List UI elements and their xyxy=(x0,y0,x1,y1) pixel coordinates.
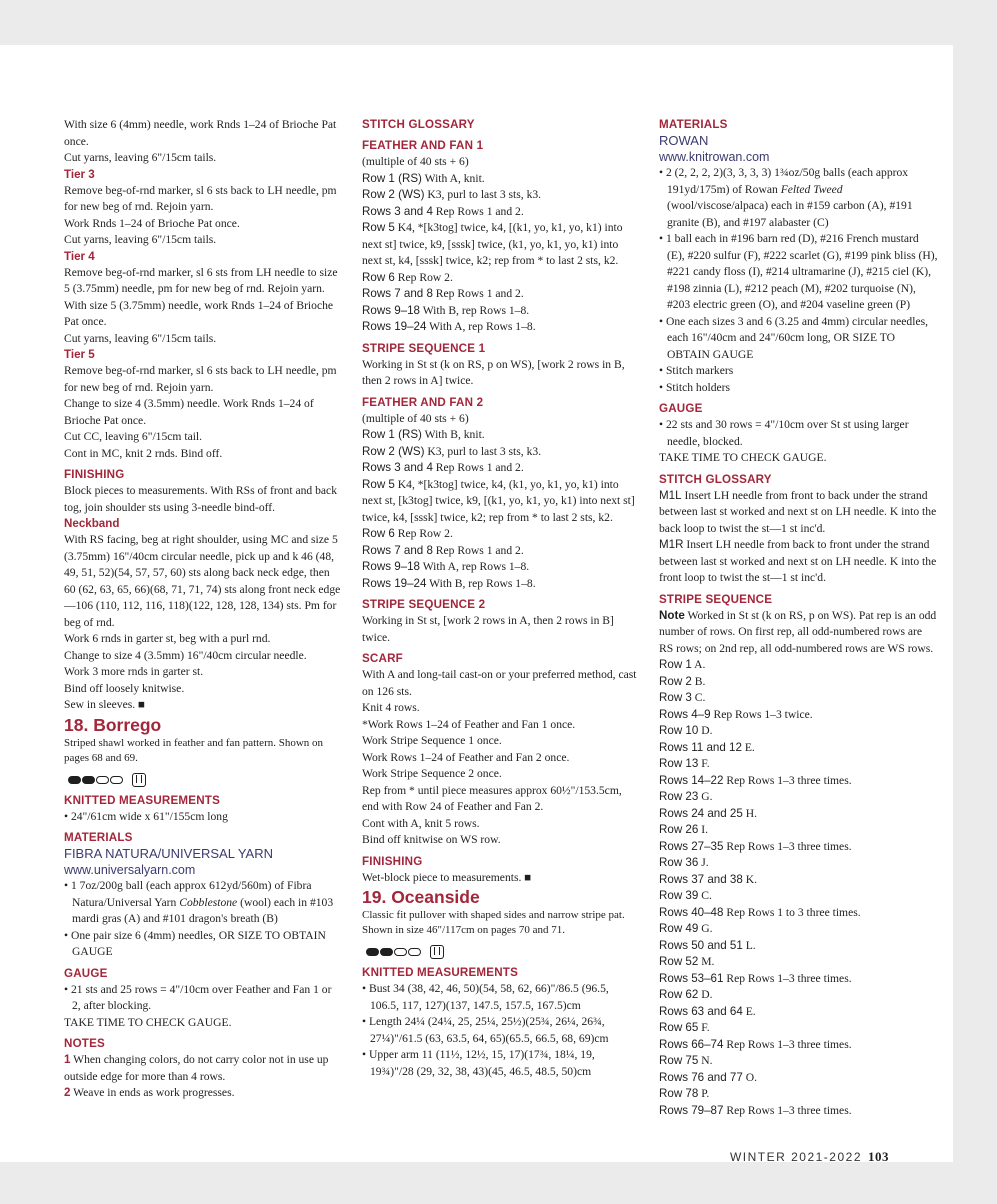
text: Insert LH needle from front to back under the strand between last st worked and next st on LH needle. K into the back loop to twist the st—1 st inc'd. xyxy=(659,488,937,535)
row-label: Rows 4–9 xyxy=(659,707,711,721)
list-item: • 21 sts and 25 rows = 4"/10cm over Feather and Fan 1 or 2, after blocking. xyxy=(64,982,332,1012)
row-label: Row 26 xyxy=(659,823,699,836)
row-instruction xyxy=(362,444,637,461)
text: Bind off loosely knitwise. xyxy=(64,681,185,695)
row-label: Row 13 xyxy=(659,757,699,770)
column-2 xyxy=(362,117,637,1080)
row-label: Row 23 xyxy=(659,790,699,803)
row-label: Row 5 xyxy=(362,221,395,234)
stripe-row xyxy=(659,1053,939,1070)
pattern-description: Classic fit pullover with shaped sides and narrow stripe pat. Shown in size 46"/117cm on pages 70 and 71. xyxy=(362,909,625,936)
row-color: J. xyxy=(698,856,709,869)
text: • 24"/61cm wide x 61"/155cm long xyxy=(64,809,228,823)
text: • 2 (2, 2, 2, 2)(3, 3, 3, 3) 1¾oz/50g balls (each approx 191yd/175m) of Rowan xyxy=(659,166,909,196)
list-item: • 22 sts and 30 rows = 4"/10cm over St st using larger needle, blocked. xyxy=(659,418,909,448)
stripe-row xyxy=(659,674,939,691)
text: Work Stripe Sequence 2 once. xyxy=(362,767,502,780)
row-color: D. xyxy=(698,988,713,1001)
note-number: 1 xyxy=(64,1053,71,1066)
stripe-row xyxy=(659,1037,939,1054)
text: With size 5 (3.75mm) needle, work Rnds 1–24 of Brioche Pat once. xyxy=(64,298,334,328)
skill-dot-filled-icon xyxy=(366,948,379,956)
row-label: Rows 63 and 64 xyxy=(659,1004,743,1018)
row-label: Rows 27–35 xyxy=(659,839,724,853)
row-color: O. xyxy=(742,1070,757,1084)
row-label: Row 52 xyxy=(659,955,699,968)
text: Working in St st, [work 2 rows in A, then 2 rows in B] twice. xyxy=(362,614,614,644)
text: With B, knit. xyxy=(421,428,485,441)
text: Change to size 4 (3.5mm) 16"/40cm circular needle. xyxy=(64,648,307,662)
section-heading: STRIPE SEQUENCE 2 xyxy=(362,598,486,611)
pattern-description: Striped shawl worked in feather and fan pattern. Shown on pages 68 and 69. xyxy=(64,736,324,764)
text: Rep Row 2. xyxy=(394,527,453,540)
row-label: Rows 3 and 4 xyxy=(362,204,433,218)
section-heading: NOTES xyxy=(64,1037,105,1050)
row-color: Rep Rows 1–3 three times. xyxy=(723,839,852,853)
row-label: Row 3 xyxy=(659,691,692,704)
row-color: F. xyxy=(698,1021,710,1034)
row-color: N. xyxy=(698,1054,713,1067)
section-heading: MATERIALS xyxy=(64,831,133,844)
row-color: G. xyxy=(698,922,713,935)
row-label: Rows 19–24 xyxy=(362,576,427,590)
gauge-list xyxy=(64,982,341,1015)
stripe-row xyxy=(659,657,939,674)
column-3 xyxy=(659,117,939,1119)
row-instruction xyxy=(362,220,637,270)
stripe-row xyxy=(659,789,939,806)
yarn-weight-icon xyxy=(132,773,146,787)
skill-level-indicator xyxy=(68,771,341,789)
row-instruction xyxy=(362,576,637,593)
stripe-row xyxy=(659,1070,939,1087)
stripe-row xyxy=(659,806,939,823)
stripe-row xyxy=(659,1004,939,1021)
row-label: Row 39 xyxy=(659,889,699,902)
skill-dot-empty-icon xyxy=(408,948,421,956)
yarn-name: Cobblestone xyxy=(179,895,238,909)
list-item: • Bust 34 (38, 42, 46, 50)(54, 58, 62, 66)"/86.5 (96.5, 106.5, 117, 127)(137, 147.5, 157.5, 167.5)cm xyxy=(362,982,609,1012)
text: Cut yarns, leaving 6"/15cm tails. xyxy=(64,151,217,164)
row-instruction xyxy=(362,543,637,560)
row-color: Rep Rows 1–3 twice. xyxy=(710,707,813,721)
row-instruction xyxy=(362,319,637,336)
stripe-row xyxy=(659,740,939,757)
text: With B, rep Rows 1–8. xyxy=(426,576,536,590)
yarn-vendor: FIBRA NATURA/UNIVERSAL YARN xyxy=(64,846,274,861)
text: Remove beg-of-rnd marker, sl 6 sts from LH needle to size 5 (3.75mm) needle, pm for new beg of rnd. Rejoin yarn. xyxy=(64,265,338,295)
row-instruction xyxy=(362,303,637,320)
section-heading: GAUGE xyxy=(64,966,108,980)
row-label: Rows 53–61 xyxy=(659,971,724,985)
list-item: • 1 ball each in #196 barn red (D), #216 French mustard (E), #220 sulfur (F), #222 scarlet (G), #199 pink bliss (H), #221 candy floss (I), #214 ultramarine (J), #215 ciel (K), #198 zinnia (L), #212 peach (M), #202 turquoise (N), #203 electric green (O), and #204 vaseline green (P) xyxy=(659,232,938,311)
stripe-row xyxy=(659,1103,939,1120)
text: (wool) each in #103 mardi gras (A) and #101 dragon's breath (B) xyxy=(72,895,334,925)
subheading: Tier 3 xyxy=(64,167,95,181)
section-heading: FEATHER AND FAN 2 xyxy=(362,395,484,409)
skill-dot-filled-icon xyxy=(68,776,81,784)
stripe-row xyxy=(659,938,939,955)
text: Remove beg-of-rnd marker, sl 6 sts back to LH needle, pm for new beg of rnd. Rejoin yarn. xyxy=(64,183,337,213)
row-color: Rep Rows 1 to 3 three times. xyxy=(723,905,861,919)
section-heading: GAUGE xyxy=(659,402,703,415)
vendor-url[interactable]: www.knitrowan.com xyxy=(659,150,770,164)
materials-list xyxy=(659,165,939,396)
text: Cont with A, knit 5 rows. xyxy=(362,816,480,830)
stripe-row xyxy=(659,987,939,1004)
skill-dots xyxy=(366,948,422,956)
row-instruction xyxy=(362,427,637,444)
text: Rep Row 2. xyxy=(394,270,453,284)
yarn-name: Felted Tweed xyxy=(780,182,843,196)
text: Cut yarns, leaving 6"/15cm tails. xyxy=(64,331,217,345)
row-color: K. xyxy=(742,872,757,886)
text: • 1 7oz/200g ball (each approx 612yd/560m) of Fibra Natura/Universal Yarn xyxy=(64,879,312,909)
stripe-row xyxy=(659,971,939,988)
skill-dots xyxy=(68,776,124,784)
stripe-row xyxy=(659,756,939,773)
text: (multiple of 40 sts + 6) xyxy=(362,411,469,425)
text: With size 6 (4mm) needle, work Rnds 1–24 of Brioche Pat once. xyxy=(64,118,337,148)
text: Rep Rows 1 and 2. xyxy=(432,461,524,474)
section-heading: STITCH GLOSSARY xyxy=(362,118,475,131)
row-label: Rows 79–87 xyxy=(659,1103,724,1117)
vendor-url[interactable]: www.universalyarn.com xyxy=(64,863,196,877)
stripe-row xyxy=(659,822,939,839)
subheading: Neckband xyxy=(64,517,120,530)
row-color: D. xyxy=(698,724,713,737)
stripe-row xyxy=(659,773,939,790)
row-color: C. xyxy=(691,691,706,704)
row-color: B. xyxy=(691,674,706,688)
row-label: Row 6 xyxy=(362,270,395,284)
text: Work 3 more rnds in garter st. xyxy=(64,665,204,678)
section-heading: MATERIALS xyxy=(659,118,728,131)
text: Cut yarns, leaving 6"/15cm tails. xyxy=(64,233,217,246)
text: With A, knit. xyxy=(421,171,485,185)
row-label: Row 2 (WS) xyxy=(362,188,425,201)
row-instruction xyxy=(362,286,637,303)
row-label: Rows 76 and 77 xyxy=(659,1070,743,1084)
row-color: C. xyxy=(698,889,712,902)
row-label: Row 78 xyxy=(659,1087,699,1100)
list-item: • One pair size 6 (4mm) needles, OR SIZE TO OBTAIN GAUGE xyxy=(64,928,326,958)
text: With A, rep Rows 1–8. xyxy=(420,560,530,573)
row-label: Row 65 xyxy=(659,1021,699,1034)
row-label: Rows 40–48 xyxy=(659,905,724,919)
section-heading: SCARF xyxy=(362,652,403,665)
row-color: F. xyxy=(698,757,710,770)
section-heading: FINISHING xyxy=(362,854,423,868)
row-label: Rows 9–18 xyxy=(362,303,421,317)
text: With B, rep Rows 1–8. xyxy=(420,303,530,317)
row-instruction xyxy=(362,187,637,204)
stripe-rows-list xyxy=(659,657,939,1119)
glossary-entry xyxy=(659,537,939,587)
stripe-row xyxy=(659,905,939,922)
text: Rep Rows 1 and 2. xyxy=(432,204,524,218)
subheading: Tier 4 xyxy=(64,249,95,263)
stripe-row xyxy=(659,839,939,856)
stripe-row xyxy=(659,855,939,872)
row-label: Rows 7 and 8 xyxy=(362,543,433,557)
row-color: G. xyxy=(698,790,713,803)
materials-list xyxy=(64,878,341,961)
text: With A and long-tail cast-on or your preferred method, cast on 126 sts. xyxy=(362,668,637,698)
issue-label: WINTER 2021-2022 xyxy=(729,1150,862,1164)
note xyxy=(64,1052,341,1085)
list-item xyxy=(64,878,341,928)
text: Worked in St st (k on RS, p on WS). Pat rep is an odd number of rows. On first rep, all odd-numbered rows are RS rows; on 2nd rep, all odd-numbered rows are WS rows. xyxy=(659,608,937,655)
row-color: L. xyxy=(742,938,756,952)
row-instruction xyxy=(362,477,637,527)
pattern-title: 18. Borrego xyxy=(64,714,162,735)
note-label: Note xyxy=(659,608,685,622)
section-heading: STITCH GLOSSARY xyxy=(659,472,772,486)
text: K3, purl to last 3 sts, k3. xyxy=(424,444,542,458)
text: Cont in MC, knit 2 rnds. Bind off. xyxy=(64,446,223,460)
stripe-row xyxy=(659,690,939,707)
skill-dot-empty-icon xyxy=(110,776,123,784)
row-color: E. xyxy=(742,1004,756,1018)
list-item: • Length 24¼ (24¼, 25, 25¼, 25½)(25¾, 26¼, 26¾, 27¼)"/61.5 (63, 63.5, 64, 65)(65.5, 66.5, 68, 69)cm xyxy=(362,1015,609,1045)
note-number: 2 xyxy=(64,1086,71,1099)
text: K4, *[k3tog] twice, k4, [(k1, yo, k1, yo, k1) into next st] twice, k9, [sssk] twice, (k1, yo, k1, yo, k1) into next st, k4, [sssk] twice, k2; rep from * to last 2 sts, k2. xyxy=(362,221,623,267)
text: Block pieces to measurements. With RSs of front and back tog, join shoulder sts using 3-needle bind-off. xyxy=(64,484,338,514)
skill-dot-empty-icon xyxy=(394,948,407,956)
text: (multiple of 40 sts + 6) xyxy=(362,155,469,168)
text: Rep from * until piece measures approx 60½"/153.5cm, end with Row 24 of Feather and Fan 2. xyxy=(362,783,622,813)
text: Rep Rows 1 and 2. xyxy=(432,287,524,300)
skill-level-indicator xyxy=(366,943,637,961)
skill-dot-filled-icon xyxy=(380,948,393,956)
text: TAKE TIME TO CHECK GAUGE. xyxy=(659,451,827,464)
section-heading: FINISHING xyxy=(64,468,125,481)
column-1 xyxy=(64,117,341,1102)
text: Sew in sleeves. ■ xyxy=(64,698,146,711)
row-label: Row 36 xyxy=(659,856,699,869)
section-heading: FEATHER AND FAN 1 xyxy=(362,139,484,152)
text: Working in St st (k on RS, p on WS), [work 2 rows in B, then 2 rows in A] twice. xyxy=(362,357,625,387)
row-color: Rep Rows 1–3 three times. xyxy=(723,971,852,985)
row-color: Rep Rows 1–3 three times. xyxy=(723,1103,852,1117)
stripe-row xyxy=(659,872,939,889)
skill-dot-filled-icon xyxy=(82,776,95,784)
section-heading: STRIPE SEQUENCE 1 xyxy=(362,341,486,355)
list-item: • One each sizes 3 and 6 (3.25 and 4mm) circular needles, each 16"/40cm and 24"/60cm long, OR SIZE TO OBTAIN GAUGE xyxy=(659,314,929,361)
list-item: • Upper arm 11 (11½, 12½, 15, 17)(17¾, 18¼, 19, 19¾)"/28 (29, 32, 38, 43)(45, 46.5, 48.5, 50)cm xyxy=(362,1048,595,1078)
stripe-row xyxy=(659,723,939,740)
row-instruction xyxy=(362,526,637,543)
text: Work 6 rnds in garter st, beg with a purl rnd. xyxy=(64,632,271,645)
text: Insert LH needle from back to front under the strand between last st worked and next st on LH needle. K into the front loop to twist the st—1 st inc'd. xyxy=(659,538,937,584)
row-label: Rows 19–24 xyxy=(362,320,427,333)
row-instruction xyxy=(362,460,637,477)
row-color: H. xyxy=(742,806,757,820)
list-item xyxy=(659,165,939,231)
gauge-list xyxy=(659,417,939,450)
page-number: 103 xyxy=(868,1149,889,1164)
row-label: Row 62 xyxy=(659,988,699,1001)
pattern-title: 19. Oceanside xyxy=(362,887,480,907)
text: With RS facing, beg at right shoulder, using MC and size 5 (3.75mm) 16"/40cm circular needle, pick up and k 46 (48, 49, 51, 52)(54, 57, 57, 60) sts along back neck edge, then 60 (62, 63, 65, 66)(68, 71, 71, 74) sts along front neck edge—106 (110, 112, 116, 118)(122, 128, 128, 134) sts. Pm for beg of rnd. xyxy=(64,533,341,629)
stripe-row xyxy=(659,954,939,971)
text: When changing colors, do not carry color not in use up outside edge for more than 4 rows. xyxy=(64,1053,329,1083)
row-label: Rows 50 and 51 xyxy=(659,938,743,952)
text: Change to size 4 (3.5mm) needle. Work Rnds 1–24 of Brioche Pat once. xyxy=(64,397,314,427)
note xyxy=(659,608,939,658)
text: Cut CC, leaving 6"/15cm tail. xyxy=(64,430,203,443)
stripe-row xyxy=(659,888,939,905)
text: Knit 4 rows. xyxy=(362,701,420,714)
row-color: I. xyxy=(698,823,708,836)
text: Remove beg-of-rnd marker, sl 6 sts back to LH needle, pm for new beg of rnd. Rejoin yarn. xyxy=(64,364,337,394)
text: TAKE TIME TO CHECK GAUGE. xyxy=(64,1015,232,1029)
section-heading: KNITTED MEASUREMENTS xyxy=(64,793,221,807)
section-heading: KNITTED MEASUREMENTS xyxy=(362,966,519,979)
row-label: Row 1 (RS) xyxy=(362,428,422,441)
stripe-row xyxy=(659,707,939,724)
stripe-row xyxy=(659,1086,939,1103)
text: Weave in ends as work progresses. xyxy=(70,1086,235,1099)
list-item: • Stitch holders xyxy=(659,380,731,394)
yarn-vendor: ROWAN xyxy=(659,133,709,148)
skill-dot-empty-icon xyxy=(96,776,109,784)
row-label: Rows 9–18 xyxy=(362,560,421,573)
row-label: Row 49 xyxy=(659,922,699,935)
row-label: Rows 37 and 38 xyxy=(659,872,743,886)
row-label: Rows 66–74 xyxy=(659,1037,724,1051)
measurements-list xyxy=(362,981,637,1080)
row-label: Row 6 xyxy=(362,527,395,540)
row-color: E. xyxy=(741,740,755,754)
row-label: Rows 11 and 12 xyxy=(659,740,742,754)
text: Work Rnds 1–24 of Brioche Pat once. xyxy=(64,216,240,230)
row-label: Row 10 xyxy=(659,724,699,737)
row-color: Rep Rows 1–3 three times. xyxy=(723,773,852,787)
row-instruction xyxy=(362,559,637,576)
section-heading: STRIPE SEQUENCE xyxy=(659,592,773,606)
text: Work Rows 1–24 of Feather and Fan 2 once. xyxy=(362,750,570,764)
text: Bind off knitwise on WS row. xyxy=(362,833,501,846)
text: Wet-block piece to measurements. ■ xyxy=(362,870,532,884)
row-instruction xyxy=(362,204,637,221)
text: K4, *[k3tog] twice, k4, (k1, yo, k1, yo, k1) into next st, [k3tog] twice, k9, [(k1, yo, k1, yo, k1) into next st] twice, k4, [sssk] twice, k2; rep from * to last 2 sts, k2. xyxy=(362,477,635,524)
glossary-entry xyxy=(659,488,939,538)
stripe-row xyxy=(659,1020,939,1037)
page-footer xyxy=(730,1149,889,1165)
text: Rep Rows 1 and 2. xyxy=(432,543,524,557)
yarn-weight-icon xyxy=(430,945,444,959)
text: K3, purl to last 3 sts, k3. xyxy=(424,188,542,201)
stripe-row xyxy=(659,921,939,938)
text: (wool/viscose/alpaca) each in #159 carbon (A), #191 granite (B), and #197 alabaster (C) xyxy=(667,199,913,229)
subheading: Tier 5 xyxy=(64,348,95,361)
row-label: Row 1 xyxy=(659,658,692,671)
row-instruction xyxy=(362,171,637,188)
glossary-term: M1R xyxy=(659,538,684,551)
row-label: Rows 3 and 4 xyxy=(362,461,433,474)
row-label: Row 5 xyxy=(362,477,395,491)
row-label: Rows 7 and 8 xyxy=(362,287,433,300)
row-label: Row 2 xyxy=(659,674,692,688)
row-color: A. xyxy=(691,658,706,671)
note xyxy=(64,1085,341,1102)
row-label: Rows 14–22 xyxy=(659,773,724,787)
row-label: Row 1 (RS) xyxy=(362,171,422,185)
list-item: • Stitch markers xyxy=(659,364,734,377)
row-color: P. xyxy=(698,1087,710,1100)
row-instruction xyxy=(362,270,637,287)
row-label: Row 75 xyxy=(659,1054,699,1067)
glossary-term: M1L xyxy=(659,488,682,502)
magazine-page xyxy=(0,45,953,1162)
row-label: Rows 24 and 25 xyxy=(659,806,743,820)
row-label: Row 2 (WS) xyxy=(362,444,425,458)
text: With A, rep Rows 1–8. xyxy=(426,320,536,333)
text: Work Stripe Sequence 1 once. xyxy=(362,734,502,747)
row-color: Rep Rows 1–3 three times. xyxy=(723,1037,852,1051)
text: *Work Rows 1–24 of Feather and Fan 1 once. xyxy=(362,717,576,731)
row-color: M. xyxy=(698,955,715,968)
